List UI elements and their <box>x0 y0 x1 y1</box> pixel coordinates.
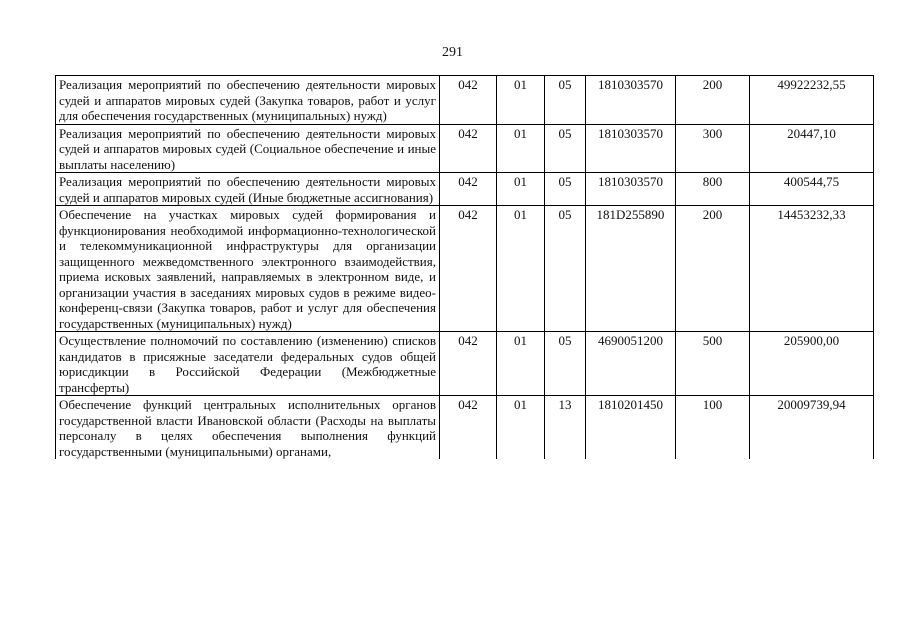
budget-table <box>55 75 874 459</box>
table-row <box>56 173 874 206</box>
section-code-cell: 01 <box>497 124 545 173</box>
amount-cell: 49922232,55 <box>750 76 874 125</box>
table-row <box>56 332 874 396</box>
section-code-cell: 01 <box>497 173 545 206</box>
ministry-code-cell: 042 <box>440 173 497 206</box>
subsection-code-cell: 13 <box>545 396 586 460</box>
expense-name-cell: Реализация мероприятий по обеспечению деятельности мировых судей и аппаратов мировых судей (Закупка товаров, работ и услуг для обеспечения государственных (муниципальных) нужд) <box>56 76 440 125</box>
expense-type-cell: 300 <box>676 124 750 173</box>
expense-type-cell: 500 <box>676 332 750 396</box>
expense-type-cell: 800 <box>676 173 750 206</box>
target-article-cell: 181D255890 <box>586 206 676 332</box>
expense-name-cell: Обеспечение на участках мировых судей формирования и функционирования необходимой информационно-технологической и телекоммуникационной инфраструктуры для организации защищенного межведомственного электронного взаимодействия, приема исковых заявлений, направляемых в электронном виде, и организации участия в заседаниях мировых судов в режиме видео-конференц-связи (Закупка товаров, работ и услуг для обеспечения государственных (муниципальных) нужд) <box>56 206 440 332</box>
expense-type-cell: 200 <box>676 206 750 332</box>
table-row <box>56 124 874 173</box>
subsection-code-cell: 05 <box>545 173 586 206</box>
table-row <box>56 396 874 460</box>
expense-name-cell: Осуществление полномочий по составлению (изменению) списков кандидатов в присяжные заседатели федеральных судов общей юрисдикции в Российской Федерации (Межбюджетные трансферты) <box>56 332 440 396</box>
target-article-cell: 1810303570 <box>586 173 676 206</box>
ministry-code-cell: 042 <box>440 332 497 396</box>
target-article-cell: 4690051200 <box>586 332 676 396</box>
ministry-code-cell: 042 <box>440 124 497 173</box>
section-code-cell: 01 <box>497 396 545 460</box>
target-article-cell: 1810303570 <box>586 124 676 173</box>
expense-type-cell: 100 <box>676 396 750 460</box>
expense-type-cell: 200 <box>676 76 750 125</box>
expense-name-cell: Реализация мероприятий по обеспечению деятельности мировых судей и аппаратов мировых судей (Социальное обеспечение и иные выплаты населению) <box>56 124 440 173</box>
amount-cell: 20009739,94 <box>750 396 874 460</box>
section-code-cell: 01 <box>497 76 545 125</box>
expense-name-cell: Реализация мероприятий по обеспечению деятельности мировых судей и аппаратов мировых судей (Иные бюджетные ассигнования) <box>56 173 440 206</box>
table-row <box>56 76 874 125</box>
amount-cell: 20447,10 <box>750 124 874 173</box>
ministry-code-cell: 042 <box>440 206 497 332</box>
target-article-cell: 1810201450 <box>586 396 676 460</box>
ministry-code-cell: 042 <box>440 76 497 125</box>
subsection-code-cell: 05 <box>545 332 586 396</box>
subsection-code-cell: 05 <box>545 124 586 173</box>
amount-cell: 14453232,33 <box>750 206 874 332</box>
page-number: 291 <box>442 45 463 60</box>
subsection-code-cell: 05 <box>545 76 586 125</box>
ministry-code-cell: 042 <box>440 396 497 460</box>
subsection-code-cell: 05 <box>545 206 586 332</box>
section-code-cell: 01 <box>497 206 545 332</box>
amount-cell: 400544,75 <box>750 173 874 206</box>
expense-name-cell: Обеспечение функций центральных исполнительных органов государственной власти Ивановской области (Расходы на выплаты персоналу в целях обеспечения выполнения функций государственными (муниципальными) органами, <box>56 396 440 460</box>
budget-table-body <box>56 76 874 460</box>
section-code-cell: 01 <box>497 332 545 396</box>
table-row <box>56 206 874 332</box>
target-article-cell: 1810303570 <box>586 76 676 125</box>
amount-cell: 205900,00 <box>750 332 874 396</box>
